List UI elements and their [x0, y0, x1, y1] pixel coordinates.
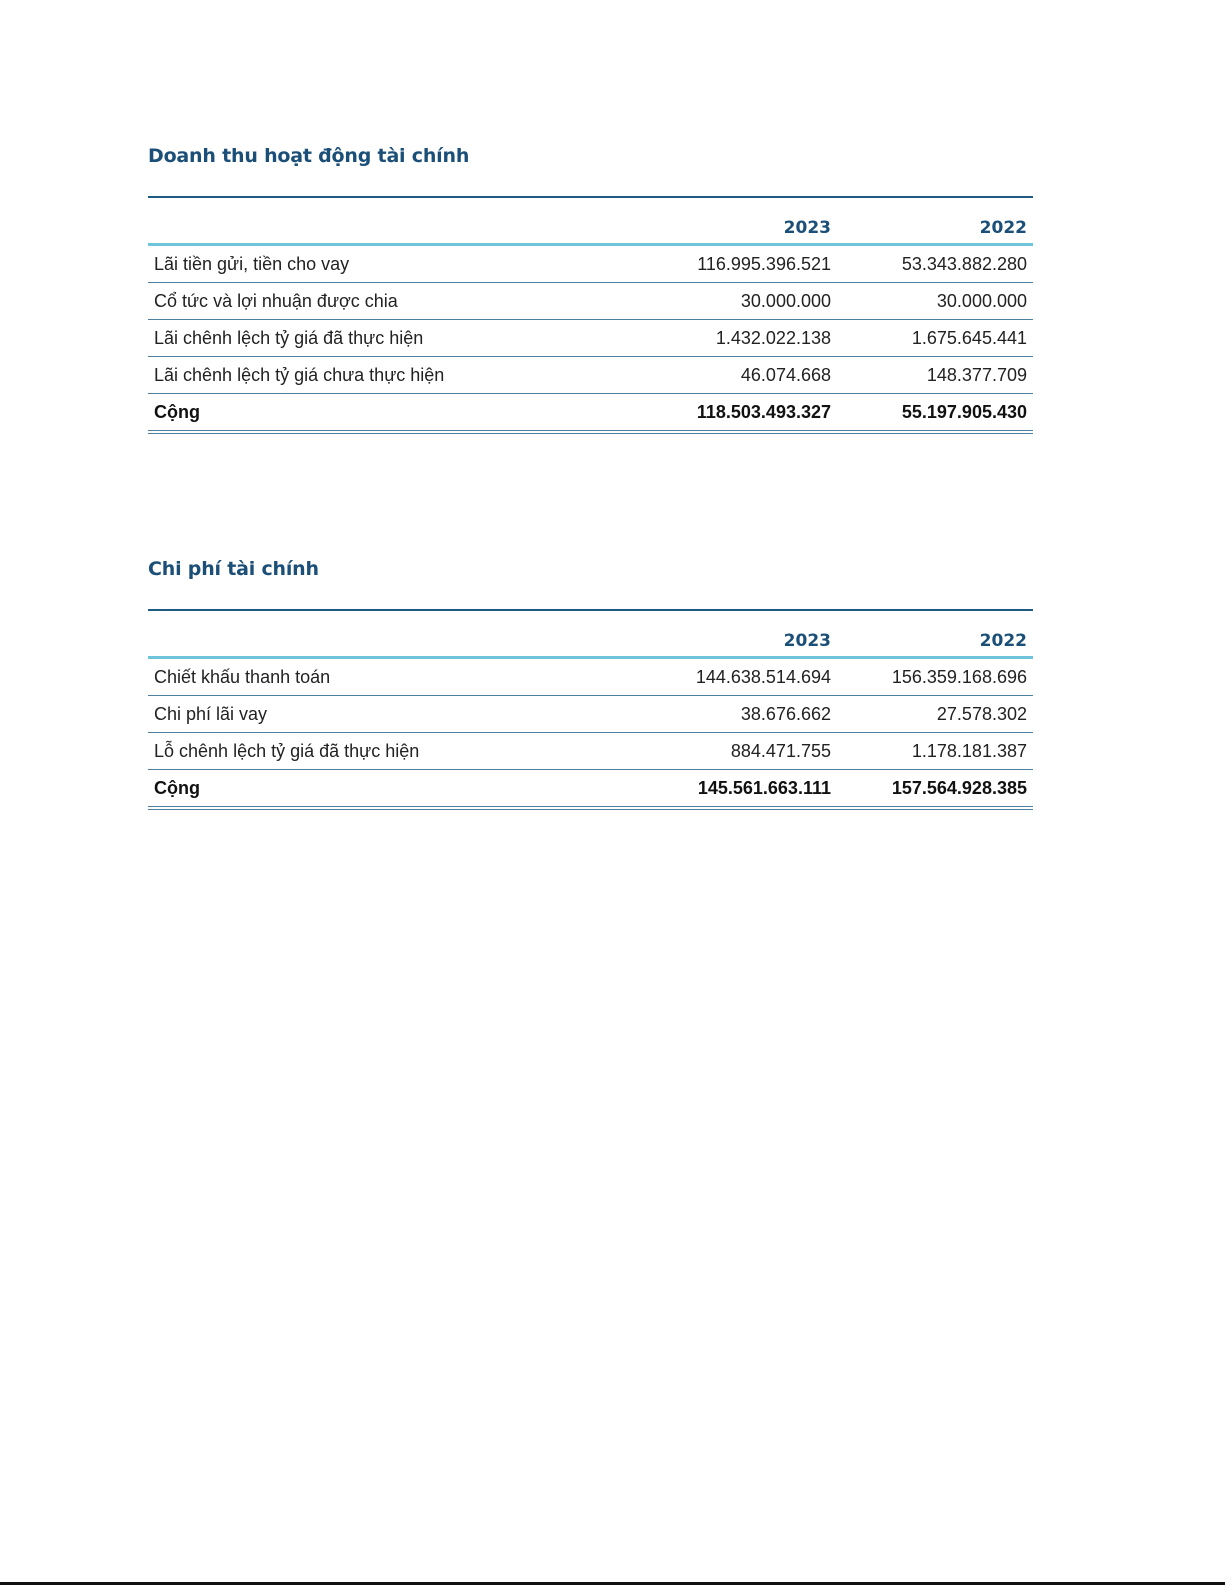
header-label-cell [148, 610, 637, 658]
value-2023: 144.638.514.694 [637, 658, 837, 696]
row-label: Lãi tiền gửi, tiền cho vay [148, 245, 637, 283]
row-label: Chiết khấu thanh toán [148, 658, 637, 696]
value-2022: 1.178.181.387 [837, 733, 1033, 770]
header-label-cell [148, 197, 637, 245]
section-title: Doanh thu hoạt động tài chính [148, 145, 470, 167]
table-row [148, 658, 1033, 696]
table-row [148, 696, 1033, 733]
financial-expense-table [148, 609, 1033, 810]
row-label: Chi phí lãi vay [148, 696, 637, 733]
table-row [148, 245, 1033, 283]
value-2022: 156.359.168.696 [837, 658, 1033, 696]
total-row [148, 394, 1033, 433]
section-title: Chi phí tài chính [148, 558, 319, 580]
header-year-2022: 2022 [837, 197, 1033, 245]
table-row [148, 283, 1033, 320]
header-year-2022: 2022 [837, 610, 1033, 658]
value-2023: 30.000.000 [637, 283, 837, 320]
row-label: Cổ tức và lợi nhuận được chia [148, 283, 637, 320]
header-year-2023: 2023 [637, 197, 837, 245]
value-2022: 53.343.882.280 [837, 245, 1033, 283]
header-year-2023: 2023 [637, 610, 837, 658]
total-2022: 55.197.905.430 [837, 394, 1033, 433]
table-row [148, 733, 1033, 770]
total-2023: 118.503.493.327 [637, 394, 837, 433]
value-2022: 30.000.000 [837, 283, 1033, 320]
value-2023: 46.074.668 [637, 357, 837, 394]
value-2023: 38.676.662 [637, 696, 837, 733]
row-label: Lãi chênh lệch tỷ giá đã thực hiện [148, 320, 637, 357]
financial-income-section [148, 142, 1033, 434]
row-label: Lãi chênh lệch tỷ giá chưa thực hiện [148, 357, 637, 394]
financial-expense-section [148, 555, 1033, 810]
value-2023: 116.995.396.521 [637, 245, 837, 283]
total-label: Cộng [148, 770, 637, 809]
value-2022: 27.578.302 [837, 696, 1033, 733]
total-label: Cộng [148, 394, 637, 433]
row-label: Lỗ chênh lệch tỷ giá đã thực hiện [148, 733, 637, 770]
value-2023: 1.432.022.138 [637, 320, 837, 357]
table-header-row [148, 610, 1033, 658]
financial-income-table [148, 196, 1033, 434]
value-2022: 1.675.645.441 [837, 320, 1033, 357]
table-row [148, 357, 1033, 394]
total-row [148, 770, 1033, 809]
value-2023: 884.471.755 [637, 733, 837, 770]
value-2022: 148.377.709 [837, 357, 1033, 394]
total-2023: 145.561.663.111 [637, 770, 837, 809]
total-2022: 157.564.928.385 [837, 770, 1033, 809]
table-header-row [148, 197, 1033, 245]
table-row [148, 320, 1033, 357]
